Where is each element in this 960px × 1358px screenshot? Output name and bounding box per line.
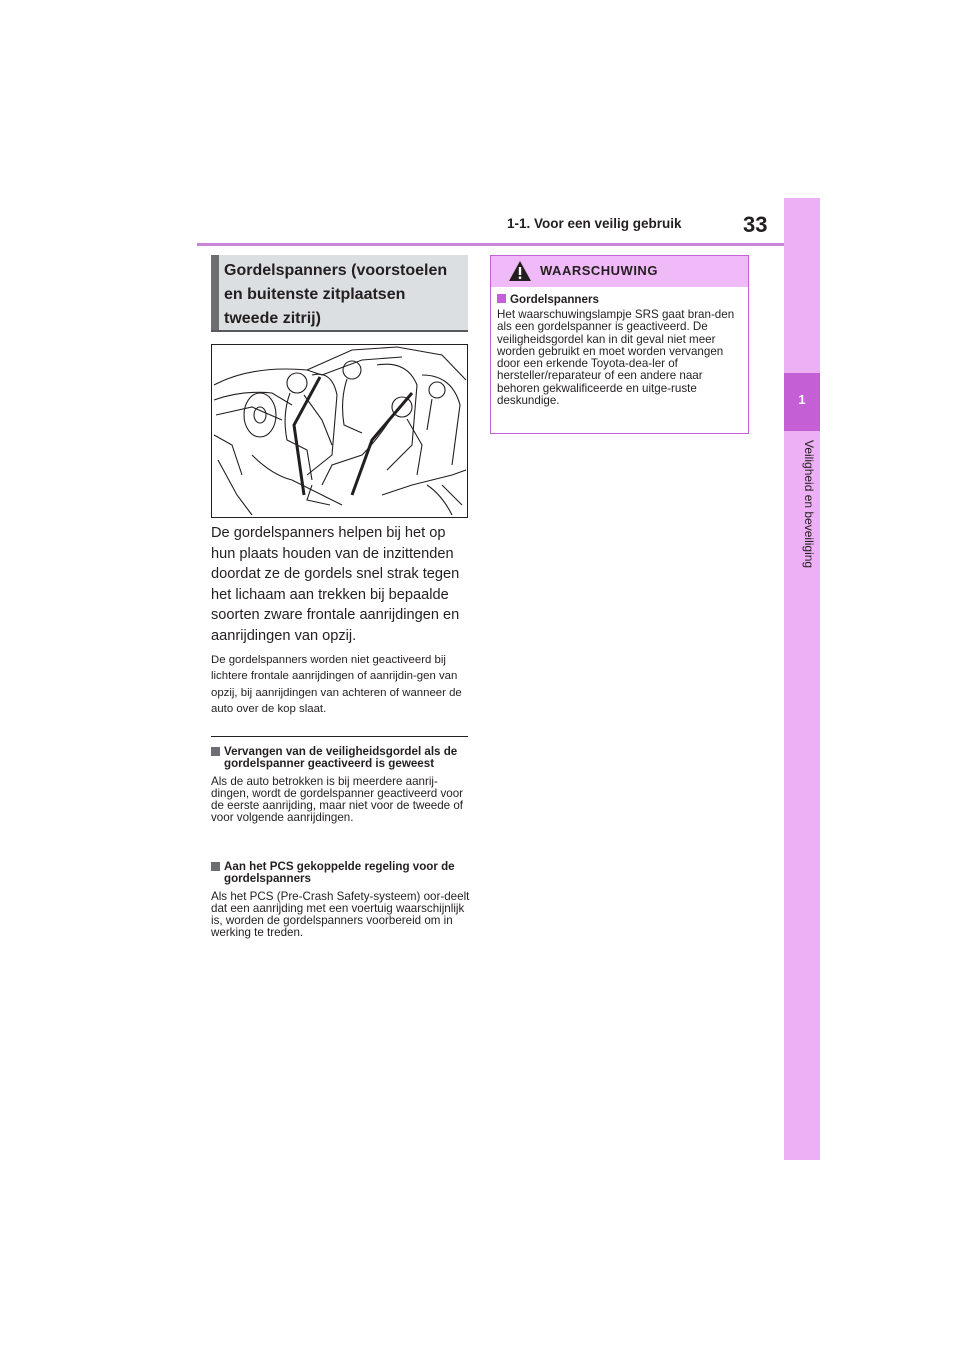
warning-triangle-icon bbox=[508, 260, 532, 287]
page-number: 33 bbox=[743, 212, 768, 237]
warning-title: WAARSCHUWING bbox=[540, 263, 658, 278]
subsection-pcs bbox=[211, 861, 473, 940]
subsection-body: Als de auto betrokken is bij meerdere aanrij-dingen, wordt de gordelspanner geactiveerd voor de eerste aanrijding, maar niet voor de tweede of voor volgende aanrijdingen. bbox=[211, 774, 464, 825]
section-divider bbox=[211, 736, 468, 737]
subsection-title: Aan het PCS gekoppelde regeling voor de gordelspanners bbox=[211, 861, 473, 886]
seatbelt-pretensioner-illustration bbox=[211, 344, 468, 518]
warning-subtitle: Gordelspanners bbox=[497, 293, 599, 306]
heading-bar bbox=[211, 255, 219, 330]
section-title: 1-1. Voor een veilig gebruik bbox=[507, 216, 682, 231]
chapter-number: 1 bbox=[798, 392, 806, 407]
warning-body: Het waarschuwingslampje SRS gaat bran-den als een gordelspanner is geactiveerd. De veiligheidsgordel kan in dit geval niet meer worden gebruikt en moet worden vervangen door een erkende Toyota-dea-ler of hersteller/reparateur of een andere naar behoren gekwalificeerde en uitge-ruste deskundige. bbox=[497, 308, 735, 408]
chapter-title: Veiligheid en beveiliging bbox=[802, 440, 816, 569]
page-heading: Gordelspanners (voorstoelen en buitenste zitplaatsen tweede zitrij) bbox=[224, 262, 448, 327]
intro-paragraph: De gordelspanners helpen bij het op hun plaats houden van de inzittenden doordat ze de gordels snel strak tegen het lichaam aan trekken bij bepaalde soorten zware frontale aanrijdingen en aanrijdingen van opzij. bbox=[211, 525, 460, 644]
subsection-body: Als het PCS (Pre-Crash Safety-systeem) oor-deelt dat een aanrijding met een voertuig waarschijnlijk is, worden de gordelspanners voorbereid om in werking te treden. bbox=[211, 889, 470, 940]
square-bullet-icon bbox=[211, 862, 220, 871]
subsection-replacement bbox=[211, 746, 473, 825]
subsection-title: Vervangen van de veiligheidsgordel als de gordelspanner geactiveerd is geweest bbox=[211, 746, 473, 771]
note-paragraph: De gordelspanners worden niet geactiveerd bij lichtere frontale aanrijdingen of aanrijdin-gen van opzij, bij aanrijdingen van achteren of wanneer de auto over de kop slaat. bbox=[211, 654, 462, 715]
square-bullet-icon bbox=[497, 294, 506, 303]
side-tab bbox=[784, 198, 820, 1160]
car-interior-drawing bbox=[212, 345, 467, 517]
square-bullet-icon bbox=[211, 747, 220, 756]
header-divider bbox=[197, 243, 784, 246]
